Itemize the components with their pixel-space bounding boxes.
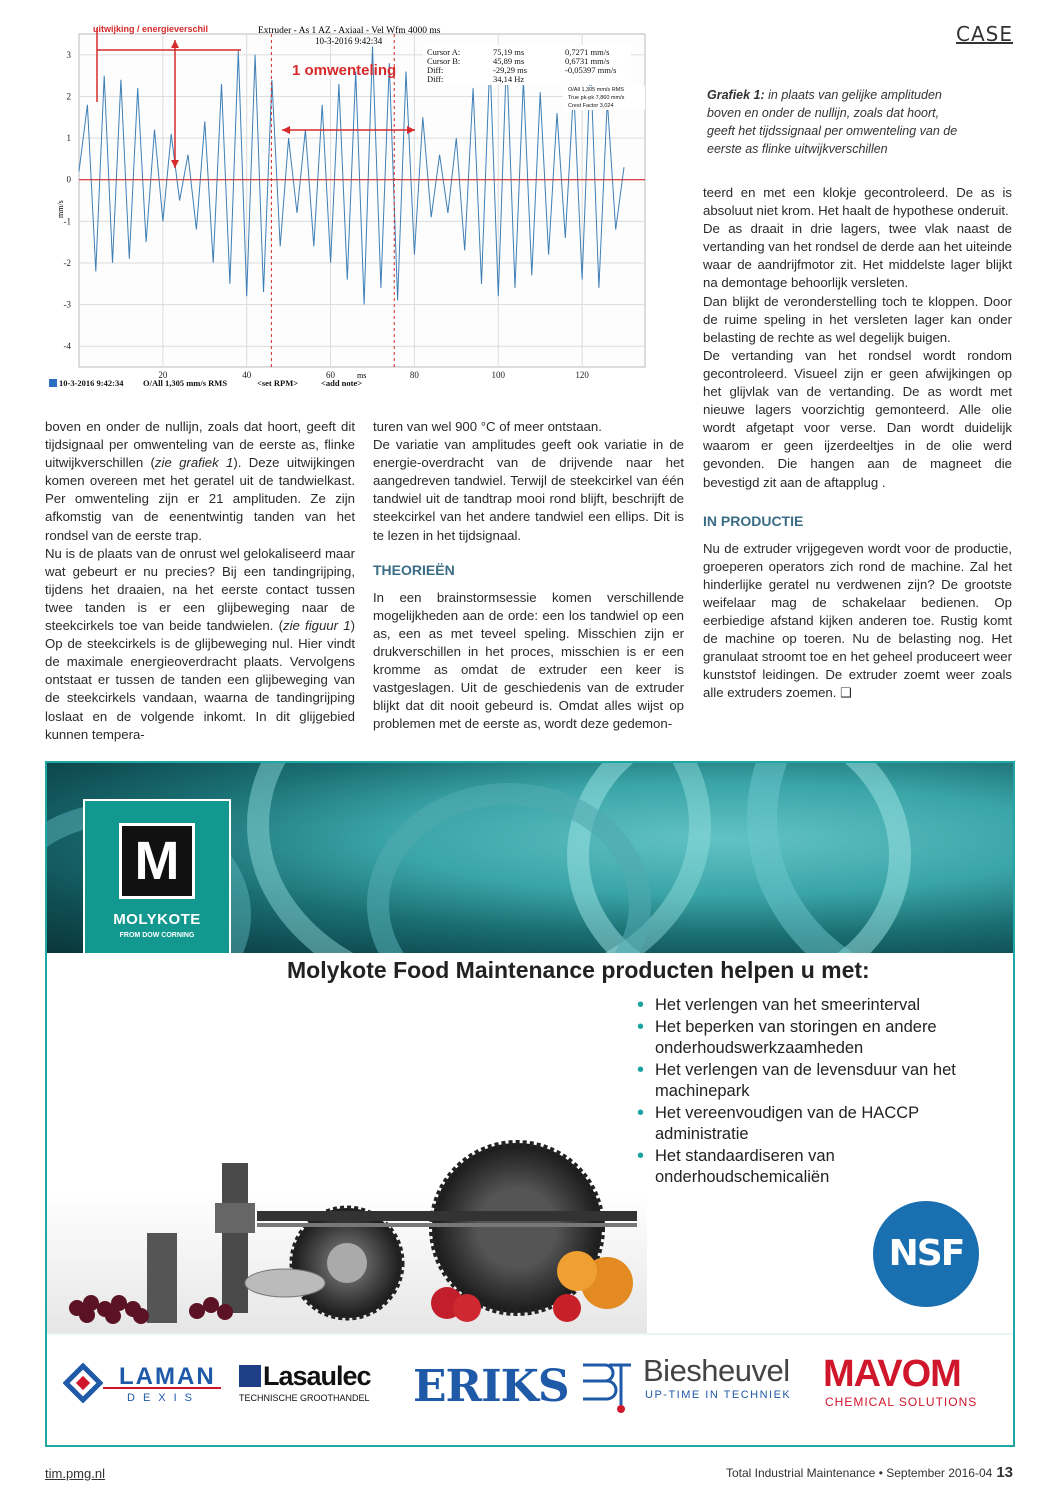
col1-paragraph-2: Nu is de plaats van de onrust wel gelokaliseerd maar wat gebeurt er nu precies? Bij een tandingrijping, tijdens het draaien, na het eerste contact tussen twee tanden is er een glijbeweging naar de steekcirkels toe van beide tandwielen. (zie figuur 1) Op de steekcirkels is de glijbeweging nul. Hier vindt de maximale energieoverdracht plaats. Vervolgens ontstaat er tussen de tanden een glijbeweging van de steekcirkels vandaan, waarna de tandingrijping loslaat en de volgende inkomt. In dit glijgebied kunnen tempera- [45, 545, 355, 742]
distributor-logos [47, 1335, 1013, 1445]
benefit-item: • Het vereenvoudigen van de HACCP administratie [637, 1103, 997, 1146]
lasaulec-logo[interactable]: Lasaulec TECHNISCHE GROOTHANDEL [239, 1361, 371, 1403]
gears-image [47, 953, 647, 1333]
chart-date: 10-3-2016 9:42:34 [315, 36, 383, 46]
col2-paragraph-2: De variatie van amplitudes geeft ook variatie in de energie-overdracht van de drijvende naar het aangedreven tandwiel. Terwijl de steekcirkel van één tandwiel uit de tandtrap mooi rond blijft, beschrijft de steekcirkel van het andere tandwiel een ellips. Dit is te lezen in het tijdsignaal. [373, 437, 684, 543]
x-tick-label: 100 [491, 370, 506, 380]
col2-paragraph-3: In een brainstormsessie komen verschillende mogelijkheden aan de orde: een los tandwiel op een as, een as met teveel speling. Misschien zijn er drukverschillen in het proces, misschien is er een kromme as omdat de extruder een keer is vastgeslagen. Uit de geschiedenis van de extruder blijkt dat dit nooit gebeurd is. Omdat alles wijst op problemen met de eerste as, wordt deze gedemon- [373, 589, 684, 732]
svg-text:75,19 ms: 75,19 ms [493, 47, 525, 57]
col2-paragraph-1: turen van wel 900 °C of meer ontstaan. [373, 419, 602, 434]
chart-caption [707, 86, 965, 158]
column-1 [45, 418, 355, 744]
ref-figuur-1: zie figuur 1 [282, 618, 351, 634]
lasaulec-mark-icon [239, 1365, 261, 1387]
benefit-item: • Het verlengen van het smeerinterval [637, 995, 997, 1017]
x-axis-label: ms [357, 371, 367, 380]
mavom-logo[interactable]: MAVOM CHEMICAL SOLUTIONS [823, 1353, 978, 1409]
svg-text:Cursor B:: Cursor B: [427, 56, 461, 66]
cursor-readout [423, 45, 631, 85]
y-tick-label: -1 [63, 216, 71, 227]
eriks-logo[interactable]: ERIKS [413, 1361, 569, 1412]
x-tick-label: 120 [575, 370, 589, 380]
svg-text:True pk-pk 7,860 mm/s: True pk-pk 7,860 mm/s [568, 95, 625, 101]
heading-in-productie: IN PRODUCTIE [703, 512, 804, 529]
col3-paragraph-5: Nu de extruder vrijgegeven wordt voor de productie, groeperen operators zich rond de machine. Zal het hinderlijke geratel nu verdwenen zijn? De grootste weifelaar mag de schakelaar bedienen. Op eerbiedige afstand kijken anderen toe. Rustig komt de machine op toeren. Nu de belasting nog. Het granulaat stroomt toe en het geheel produceert weer kunststof leidingen. De extruder zoemt weer zoals alle extruders zoemen. ❑ [703, 540, 1012, 701]
x-tick-label: 40 [242, 370, 252, 380]
svg-text:0,6731 mm/s: 0,6731 mm/s [565, 56, 610, 66]
x-tick-label: 60 [326, 370, 336, 380]
footer-note: <add note> [321, 378, 363, 388]
y-tick-label: -4 [63, 341, 71, 352]
heading-theorieen: THEORIEËN [373, 561, 455, 578]
chart-svg [45, 18, 655, 390]
col3-paragraph-1: teerd en met een klokje gecontroleerd. De as is absoluut niet krom. Het haalt de hypothese onderuit. [703, 185, 1012, 219]
footer-rpm: <set RPM> [257, 378, 299, 388]
laman-logo[interactable]: LAMAN DEXIS [63, 1359, 223, 1415]
molykote-name: MOLYKOTE [113, 911, 201, 928]
y-tick-label: 2 [66, 91, 71, 102]
svg-text:0,7271 mm/s: 0,7271 mm/s [565, 47, 610, 57]
annotation-deviation: uitwijking / energieverschil [93, 24, 209, 34]
caption-text: in plaats van gelijke amplituden boven en onder de nullijn, zoals dat hoort, geeft het tijdssignaal per omwenteling van de eerste as flinke uitwijkverschillen [707, 88, 958, 156]
column-3 [703, 184, 1012, 703]
svg-text:-0,05397 mm/s: -0,05397 mm/s [565, 65, 617, 75]
svg-text:34,14 Hz: 34,14 Hz [493, 74, 525, 84]
molykote-ad[interactable] [45, 761, 1015, 1447]
svg-text:Cursor A:: Cursor A: [427, 47, 461, 57]
biesheuvel-mark-icon [579, 1359, 635, 1415]
footer-publication: Total Industrial Maintenance • September 2016-04 13 [725, 1464, 1013, 1481]
laman-diamond-icon [63, 1363, 103, 1403]
chart-title: Extruder - As 1 AZ - Axiaal - Vel Wfm 4000 ms [258, 26, 441, 36]
section-tag: CASE [956, 22, 1013, 46]
y-tick-label: 0 [66, 174, 71, 185]
vibration-chart [45, 18, 655, 390]
footer-url[interactable]: tim.pmg.nl [45, 1466, 105, 1481]
y-tick-label: -3 [63, 299, 71, 310]
molykote-sub: FROM DOW CORNING [119, 932, 195, 939]
annotation-revolution: 1 omwenteling [292, 62, 397, 79]
y-axis-label: mm/s [56, 200, 65, 218]
ad-benefits-list [637, 995, 997, 1189]
y-tick-label: 1 [66, 133, 71, 144]
footer-overall: O/All 1,305 mm/s RMS [143, 378, 228, 388]
mavom-wordmark: MAVOM [823, 1353, 961, 1395]
benefit-item: • Het verlengen van de levensduur van het machinepark [637, 1060, 997, 1103]
molykote-m-icon: M [119, 823, 195, 899]
ad-headline: Molykote Food Maintenance producten helpen u met: [287, 957, 870, 983]
x-tick-label: 20 [158, 370, 168, 380]
col3-paragraph-4: De vertanding van het rondsel wordt rondom gecontroleerd. Visueel zijn er geen afwijkingen op het glijvlak van de vertanding. De as wordt met nieuwe lagers voorzichtig gemonteerd. Alle olie wordt afgetapt voor verse. Dan wordt duidelijk waarom er geen ijzerdeeltjes in de olie werd gevonden. Die hangen aan de magneet die bevestigd zit aan de aftapplug . [703, 347, 1012, 490]
y-tick-label: -2 [63, 257, 71, 268]
x-tick-label: 80 [409, 370, 419, 380]
svg-text:O/All 1,305 mm/s RMS: O/All 1,305 mm/s RMS [568, 87, 624, 93]
svg-text:45,89 ms: 45,89 ms [493, 56, 525, 66]
caption-lead: Grafiek 1: [707, 88, 765, 102]
end-mark-icon: ❑ [840, 685, 852, 701]
status-square-icon [49, 379, 57, 387]
footer-date: 10-3-2016 9:42:34 [59, 378, 124, 388]
svg-text:Diff:: Diff: [427, 65, 444, 75]
page-number: 13 [996, 1464, 1013, 1481]
svg-text:Diff:: Diff: [427, 74, 444, 84]
benefit-item: • Het beperken van storingen en andere onderhoudswerkzaamheden [637, 1017, 997, 1060]
benefit-item: • Het standaardiseren van onderhoudschemicaliën [637, 1146, 997, 1189]
col3-paragraph-3: Dan blijkt de veronderstelling toch te kloppen. Door de ruime speling in het versleten lager kan onder belasting de rechte as wel degelijk buigen. [703, 293, 1012, 345]
column-2 [373, 418, 684, 734]
col3-paragraph-2: De as draait in drie lagers, twee vlak naast de vertanding van het rondsel de derde aan het uiteinde waar de aandrijfmotor zit. Het middelste lager blijkt na demontage behoorlijk versleten. [703, 221, 1012, 291]
stats-readout [563, 86, 645, 110]
ref-grafiek-1: zie grafiek 1 [154, 455, 234, 471]
y-tick-label: 3 [66, 49, 71, 60]
biesheuvel-logo[interactable]: Biesheuvel UP-TIME IN TECHNIEK [579, 1359, 809, 1415]
svg-text:Crest Factor 3,024: Crest Factor 3,024 [568, 103, 614, 109]
svg-text:-29,29 ms: -29,29 ms [493, 65, 527, 75]
molykote-logo[interactable] [83, 799, 231, 955]
nsf-logo: NSF [873, 1201, 979, 1307]
col1-paragraph-1: boven en onder de nullijn, zoals dat hoort, geeft dit tijdsignaal per omwenteling van de eerste as, flinke uitwijkverschillen (zie grafiek 1). Deze uitwijkingen komen overeen met het geratel uit de tandwielkast. Per omwenteling zijn er 21 amplituden. Ze zijn afkomstig van de eenentwintig tanden van het rondsel van de eerste trap. [45, 419, 355, 543]
